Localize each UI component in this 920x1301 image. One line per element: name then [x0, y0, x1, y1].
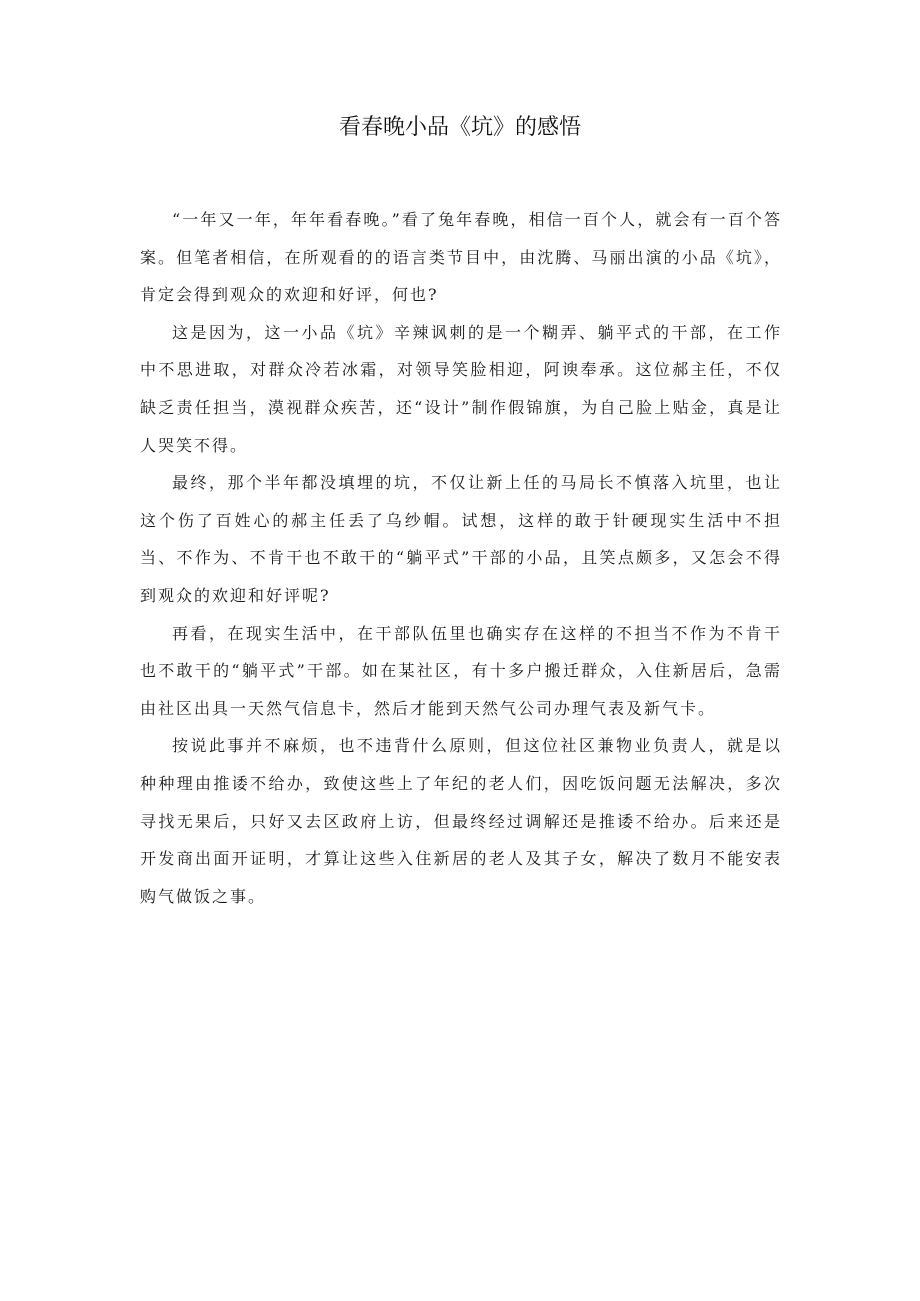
paragraph-1: “一年又一年，年年看春晚。”看了兔年春晚，相信一百个人，就会有一百个答案。但笔者相信，在所观看的的语言类节目中，由沈腾、马丽出演的小品《坑》，肯定会得到观众的欢迎和好评，何也?: [140, 210, 782, 305]
document-title: 看春晚小品《坑》的感悟: [338, 115, 581, 140]
document-body: [140, 201, 782, 915]
paragraph-3: 最终，那个半年都没填埋的坑，不仅让新上任的马局长不慎落入坑里，也让这个伤了百姓心的郝主任丢了乌纱帽。试想，这样的敢于针硬现实生活中不担当、不作为、不肯干也不敢干的“躺平式”干部的小品，且笑点颇多，又怎会不得到观众的欢迎和好评呢?: [140, 473, 782, 605]
paragraph-2: 这是因为，这一小品《坑》辛辣讽刺的是一个糊弄、躺平式的干部，在工作中不思进取，对群众冷若冰霜，对领导笑脸相迎，阿谀奉承。这位郝主任，不仅缺乏责任担当，漠视群众疾苦，还“设计”制作假锦旗，为自己脸上贴金，真是让人哭笑不得。: [140, 322, 782, 455]
paragraph-5: 按说此事并不麻烦，也不违背什么原则，但这位社区兼物业负责人，就是以种种理由推诿不给办，致使这些上了年纪的老人们，因吃饭问题无法解决，多次寻找无果后，只好又去区政府上访，但最终经过调解还是推诿不给办。后来还是开发商出面开证明，才算让这些入住新居的老人及其子女，解决了数月不能安表购气做饭之事。: [140, 736, 782, 906]
paragraph-4: 再看，在现实生活中，在干部队伍里也确实存在这样的不担当不作为不肯干也不敢干的“躺平式”干部。如在某社区，有十多户搬迁群众，入住新居后，急需由社区出具一天然气信息卡，然后才能到天然气公司办理气表及新气卡。: [140, 623, 782, 718]
